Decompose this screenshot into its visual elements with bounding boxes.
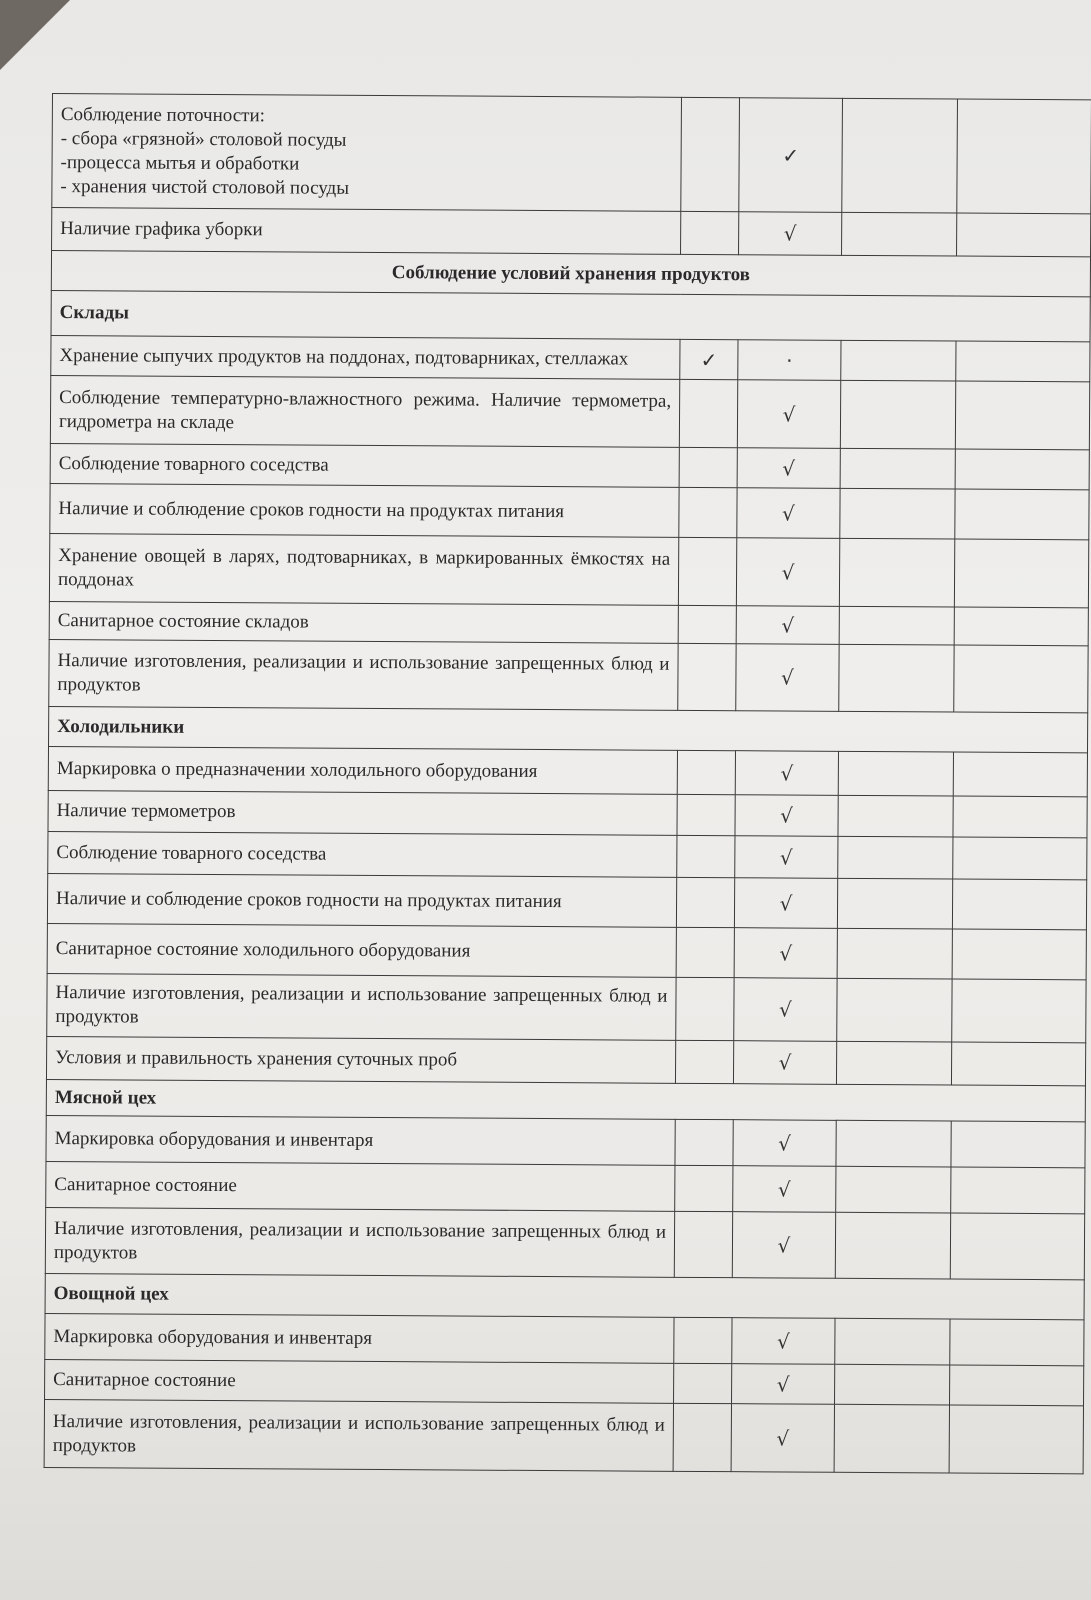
criterion-text: Санитарное состояние (54, 1173, 237, 1196)
mark-cell-col-2 (681, 211, 739, 254)
section-heading: Холодильники (49, 706, 1088, 752)
mark-cell-col-2 (678, 537, 736, 605)
mark-cell-col-5 (951, 1042, 1085, 1086)
mark-cell-col-5 (951, 1121, 1085, 1168)
table-row (45, 1313, 1084, 1365)
mark-cell-col-5 (950, 1365, 1084, 1406)
section-heading: Склады (51, 290, 1090, 341)
table-edge-shadow (0, 0, 70, 70)
mark-cell-col-2 (677, 750, 735, 794)
mark-cell-col-3: √ (733, 1120, 836, 1167)
mark-cell-col-3: √ (733, 1166, 836, 1213)
mark-cell-col-4 (838, 836, 953, 879)
mark-cell-col-4 (837, 878, 952, 929)
mark-cell-col-2 (677, 835, 735, 877)
criterion-cell (48, 790, 677, 835)
table-row (52, 94, 1091, 214)
mark-cell-col-4 (838, 751, 953, 796)
criterion-text: Соблюдение товарного соседства (56, 841, 327, 865)
mark-cell-col-2 (676, 877, 734, 927)
mark-cell-col-2 (679, 447, 737, 487)
table-row (47, 873, 1086, 929)
mark-cell-col-4 (839, 644, 954, 712)
mark-cell-col-4 (837, 928, 952, 979)
table-row (48, 746, 1087, 796)
table-row (46, 1161, 1085, 1213)
criterion-text: Соблюдение поточности: (60, 103, 265, 126)
criterion-text: -процесса мытья и обработки (60, 151, 300, 175)
mark-cell-col-5 (954, 607, 1088, 646)
mark-cell-col-2 (674, 1211, 732, 1277)
criterion-cell (47, 973, 676, 1040)
table-title: Соблюдение условий хранения продуктов (51, 251, 1090, 297)
mark-cell-col-5 (955, 381, 1089, 450)
criterion-text: - сбора «грязной» столовой посуды (60, 127, 347, 151)
table-row (45, 1207, 1084, 1279)
mark-cell-col-3: √ (733, 1041, 836, 1085)
criterion-cell (46, 1036, 675, 1083)
mark-cell-col-5 (957, 99, 1091, 214)
table-row (44, 1399, 1083, 1473)
mark-cell-col-4 (835, 1318, 950, 1365)
criterion-cell (44, 1399, 673, 1471)
mark-cell-col-5 (955, 489, 1089, 540)
mark-cell-col-4 (835, 1364, 950, 1405)
table-row (46, 1115, 1085, 1167)
criterion-cell (46, 1115, 675, 1165)
mark-cell-col-2 (676, 977, 734, 1040)
table-row (50, 443, 1089, 489)
mark-cell-col-4 (840, 448, 955, 489)
table-row (48, 831, 1087, 879)
mark-cell-col-2 (678, 605, 736, 643)
criterion-text: Наличие изготовления, реализации и использование запрещенных блюд и продуктов (52, 1410, 665, 1457)
criterion-text: Соблюдение температурно-влажностного режима. Наличие термометра, гидрометра на складе (58, 386, 672, 433)
criterion-text: Санитарное состояние холодильного оборудования (55, 937, 471, 962)
mark-cell-col-5 (953, 837, 1087, 880)
mark-cell-col-5 (954, 645, 1088, 713)
criterion-cell (52, 208, 681, 255)
mark-cell-col-5 (952, 879, 1086, 930)
mark-cell-col-4 (836, 1166, 951, 1213)
criterion-text: Маркировка оборудования и инвентаря (54, 1127, 374, 1151)
mark-cell-col-3: √ (739, 212, 842, 256)
mark-cell-col-2: ✓ (680, 339, 738, 379)
table-row (50, 483, 1089, 539)
criterion-cell (50, 483, 679, 537)
table-row (49, 533, 1088, 607)
mark-cell-col-4 (840, 380, 955, 449)
mark-cell-col-2 (675, 1165, 733, 1211)
criterion-text: Условия и правильность хранения суточных проб (55, 1047, 458, 1071)
section-heading: Мясной цех (46, 1079, 1085, 1121)
table-row (45, 1359, 1084, 1405)
mark-cell-col-4 (842, 98, 958, 213)
mark-cell-col-5 (952, 979, 1086, 1043)
mark-cell-col-2 (678, 643, 736, 710)
criterion-text: Наличие изготовления, реализации и использование запрещенных блюд и продуктов (55, 982, 668, 1028)
criterion-text: Наличие изготовления, реализации и использование запрещенных блюд и продуктов (57, 650, 670, 696)
criterion-text: Хранение сыпучих продуктов на поддонах, подтоварниках, стеллажах (59, 344, 629, 370)
table-title-row (51, 251, 1090, 297)
mark-cell-col-5 (954, 539, 1088, 608)
criterion-text: Санитарное состояние (53, 1368, 236, 1391)
mark-cell-col-3: √ (734, 928, 837, 979)
mark-cell-col-2 (679, 487, 737, 537)
criterion-text: Хранение овощей в ларях, подтоварниках, в маркированных ёмкостях на поддонах (57, 544, 671, 591)
criterion-cell (50, 443, 679, 487)
mark-cell-col-3: √ (737, 448, 840, 489)
mark-cell-col-3: √ (737, 488, 840, 539)
table-row (51, 335, 1090, 381)
mark-cell-col-3: √ (735, 795, 838, 837)
mark-cell-col-2 (681, 97, 740, 211)
criterion-text: Санитарное состояние складов (57, 609, 309, 633)
mark-cell-col-4 (836, 1120, 951, 1167)
criterion-cell (47, 923, 676, 977)
table-row (47, 923, 1086, 979)
criterion-cell (52, 94, 682, 212)
criterion-text: Наличие термометров (56, 800, 236, 823)
criterion-cell (51, 335, 680, 379)
mark-cell-col-2 (673, 1403, 731, 1471)
mark-cell-col-3: √ (734, 978, 837, 1042)
table-row (49, 601, 1088, 645)
criterion-text: Наличие графика уборки (60, 218, 263, 241)
table-row (46, 1036, 1085, 1085)
mark-cell-col-2 (677, 794, 735, 835)
mark-cell-col-4 (839, 606, 954, 645)
criterion-cell (48, 831, 677, 877)
criterion-text: Наличие изготовления, реализации и использование запрещенных блюд и продуктов (53, 1217, 667, 1264)
criterion-cell (50, 375, 679, 447)
criterion-cell (49, 533, 678, 605)
mark-cell-col-3: √ (735, 836, 838, 879)
mark-cell-col-2 (674, 1363, 732, 1403)
criterion-text: Соблюдение товарного соседства (58, 452, 329, 476)
mark-cell-col-2 (679, 379, 737, 447)
mark-cell-col-2 (675, 1040, 733, 1083)
mark-cell-col-4 (836, 1041, 951, 1085)
mark-cell-col-4 (842, 212, 957, 256)
criterion-cell (45, 1359, 674, 1403)
mark-cell-col-4 (837, 978, 952, 1042)
checklist-body (44, 94, 1091, 1474)
mark-cell-col-5 (950, 1319, 1084, 1366)
criterion-cell (48, 746, 677, 794)
mark-cell-col-5 (950, 1213, 1084, 1280)
criterion-text: Маркировка оборудования и инвентаря (53, 1325, 373, 1349)
criterion-cell (45, 1207, 674, 1277)
mark-cell-col-5 (953, 796, 1087, 838)
mark-cell-col-4 (835, 1212, 950, 1279)
table-row (48, 790, 1087, 837)
mark-cell-col-2 (674, 1317, 732, 1363)
mark-cell-col-5 (956, 341, 1090, 382)
mark-cell-col-2 (676, 927, 734, 977)
mark-cell-col-3: √ (732, 1364, 835, 1405)
inspection-checklist-table (44, 93, 1091, 1474)
criterion-cell (47, 873, 676, 927)
criterion-text: Наличие и соблюдение сроков годности на продуктах питания (56, 887, 562, 912)
criterion-text: Маркировка о предназначении холодильного оборудования (56, 757, 538, 782)
mark-cell-col-3: √ (736, 538, 839, 607)
mark-cell-col-5 (949, 1405, 1083, 1474)
mark-cell-col-2 (675, 1119, 733, 1165)
mark-cell-col-4 (840, 488, 955, 539)
mark-cell-col-3: √ (736, 644, 839, 712)
mark-cell-col-4 (838, 795, 953, 837)
mark-cell-col-3: √ (735, 751, 838, 796)
section-row (49, 706, 1088, 752)
mark-cell-col-5 (951, 1167, 1085, 1214)
mark-cell-col-3: √ (737, 380, 840, 449)
criterion-cell (46, 1161, 675, 1211)
mark-cell-col-3: √ (732, 1318, 835, 1365)
criterion-cell (49, 601, 678, 643)
mark-cell-col-3: √ (734, 878, 837, 929)
mark-cell-col-4 (834, 1404, 949, 1473)
mark-cell-col-3: √ (731, 1404, 834, 1473)
mark-cell-col-3: · (738, 340, 841, 381)
table-row (50, 375, 1089, 449)
mark-cell-col-5 (953, 752, 1087, 797)
section-heading: Овощной цех (45, 1273, 1084, 1319)
criterion-text: Наличие и соблюдение сроков годности на продуктах питания (58, 497, 565, 522)
section-row (45, 1273, 1084, 1319)
table-row (47, 973, 1086, 1042)
mark-cell-col-4 (839, 538, 954, 607)
mark-cell-col-5 (955, 449, 1089, 490)
criterion-text: - хранения чистой столовой посуды (60, 175, 350, 199)
criterion-cell (45, 1313, 674, 1363)
mark-cell-col-4 (841, 340, 956, 381)
mark-cell-col-3: ✓ (739, 98, 843, 213)
table-row (52, 208, 1091, 257)
mark-cell-col-5 (952, 929, 1086, 980)
mark-cell-col-3: √ (736, 606, 839, 645)
criterion-cell (49, 639, 678, 710)
mark-cell-col-5 (957, 213, 1091, 257)
section-row (51, 290, 1090, 341)
table-row (49, 639, 1088, 712)
mark-cell-col-3: √ (732, 1212, 835, 1279)
